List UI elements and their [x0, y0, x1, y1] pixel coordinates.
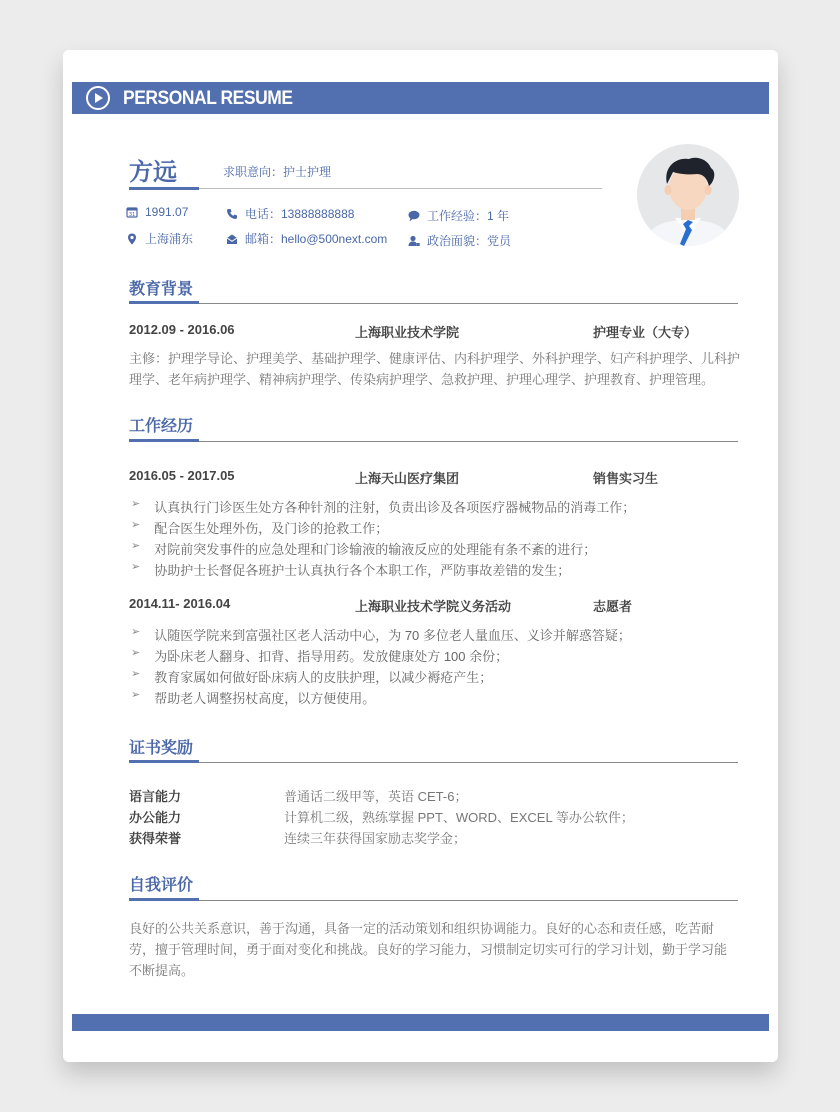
- section-underline: [129, 439, 199, 442]
- education-major: 护理专业（大专）: [593, 325, 698, 340]
- footer-banner: [72, 1014, 769, 1031]
- section-underline: [129, 760, 199, 763]
- banner-title: PERSONAL RESUME: [123, 88, 293, 109]
- arrow-right-icon: ➢: [131, 540, 141, 552]
- job-intention: 求职意向：护士护理: [223, 165, 332, 179]
- candidate-name: 方远: [129, 159, 177, 186]
- phone-icon: [226, 208, 238, 220]
- experience-info: [408, 207, 509, 224]
- list-item: ➢ 对院前突发事件的应急处理和门诊输液的输液反应的处理能有条不紊的进行；: [131, 540, 597, 557]
- cert-value: 连续三年获得国家励志奖学金；: [284, 831, 467, 846]
- work-experience: 工作经验：1 年: [427, 209, 510, 223]
- section-divider: [199, 303, 738, 304]
- play-circle-icon: [86, 86, 110, 110]
- birth-info: [126, 205, 188, 219]
- location-pin-icon: [126, 233, 138, 245]
- arrow-right-icon: ➢: [131, 561, 141, 573]
- political-info: [408, 232, 511, 249]
- job-period: 2016.05 - 2017.05: [129, 468, 235, 483]
- section-title-certificates: 证书奖励: [129, 740, 194, 757]
- section-title-education: 教育背景: [129, 281, 194, 298]
- section-divider: [199, 900, 738, 901]
- header-banner: [72, 82, 769, 114]
- location-info: [126, 230, 193, 247]
- arrow-right-icon: ➢: [131, 626, 141, 638]
- list-item: ➢ 帮助老人调整拐杖高度，以方便使用。: [131, 689, 376, 706]
- section-underline: [129, 301, 199, 304]
- name-divider: [199, 188, 602, 189]
- location: 上海浦东: [145, 232, 194, 246]
- birth-date: 1991.07: [145, 205, 189, 219]
- section-divider: [199, 441, 738, 442]
- calendar-icon: [126, 206, 138, 218]
- list-item: ➢ 配合医生处理外伤，及门诊的抢救工作；: [131, 519, 389, 536]
- education-courses: 主修：护理学导论、护理美学、基础护理学、健康评估、内科护理学、外科护理学、妇产科护理学、儿科护理学、老年病护理学、精神病护理学、传染病护理学、急救护理、护理心理学、护理教育、护理管理。: [129, 351, 741, 387]
- avatar: [637, 144, 739, 246]
- phone-info: [226, 205, 354, 222]
- list-item: ➢ 教育家属如何做好卧床病人的皮肤护理，以减少褥疮产生；: [131, 668, 493, 685]
- job-role: 志愿者: [593, 599, 633, 614]
- education-school: 上海职业技术学院: [355, 325, 460, 340]
- section-title-work: 工作经历: [129, 418, 194, 435]
- user-icon: [408, 235, 420, 247]
- email: 邮箱：hello@500next.com: [245, 232, 388, 246]
- arrow-right-icon: ➢: [131, 668, 141, 680]
- political-status: 政治面貌：党员: [427, 234, 512, 248]
- chat-bubble-icon: [408, 210, 420, 222]
- resume-page: [63, 50, 778, 1062]
- envelope-icon: [226, 233, 238, 245]
- email-info: [226, 230, 387, 247]
- list-item: ➢ 认随医学院来到富强社区老人活动中心，为 70 多位老人量血压、义诊并解惑答疑；: [131, 626, 631, 643]
- cert-label: 获得荣誉: [129, 831, 182, 846]
- arrow-right-icon: ➢: [131, 519, 141, 531]
- cert-value: 计算机二级，熟练掌握 PPT、WORD、EXCEL 等办公软件；: [284, 810, 634, 825]
- list-item: ➢ 认真执行门诊医生处方各种针剂的注射，负责出诊及各项医疗器械物品的消毒工作；: [131, 498, 636, 515]
- section-underline: [129, 898, 199, 901]
- self-evaluation-text: 良好的公共关系意识，善于沟通，具备一定的活动策划和组织协调能力。良好的心态和责任感，吃苦耐劳，擅于管理时间，勇于面对变化和挑战。良好的学习能力，习惯制定切实可行的学习计划，勤于学习能不断提高。: [129, 921, 728, 978]
- cert-value: 普通话二级甲等，英语 CET-6；: [284, 789, 468, 804]
- job-organization: 上海天山医疗集团: [355, 471, 460, 486]
- list-item: ➢ 为卧床老人翻身、扣背、指导用药。发放健康处方 100 余份；: [131, 647, 509, 664]
- section-title-self-evaluation: 自我评价: [129, 877, 194, 894]
- phone: 电话：13888888888: [245, 207, 355, 221]
- cert-label: 语言能力: [129, 789, 182, 804]
- section-divider: [199, 762, 738, 763]
- arrow-right-icon: ➢: [131, 498, 141, 510]
- list-item: ➢ 协助护士长督促各班护士认真执行各个本职工作，严防事故差错的发生；: [131, 561, 571, 578]
- job-role: 销售实习生: [593, 471, 659, 486]
- job-organization: 上海职业技术学院义务活动: [355, 599, 512, 614]
- education-period: 2012.09 - 2016.06: [129, 322, 235, 337]
- name-underline: [129, 187, 199, 190]
- arrow-right-icon: ➢: [131, 647, 141, 659]
- arrow-right-icon: ➢: [131, 689, 141, 701]
- job-period: 2014.11- 2016.04: [129, 596, 231, 611]
- svg-text:31: 31: [128, 212, 136, 218]
- cert-label: 办公能力: [129, 810, 182, 825]
